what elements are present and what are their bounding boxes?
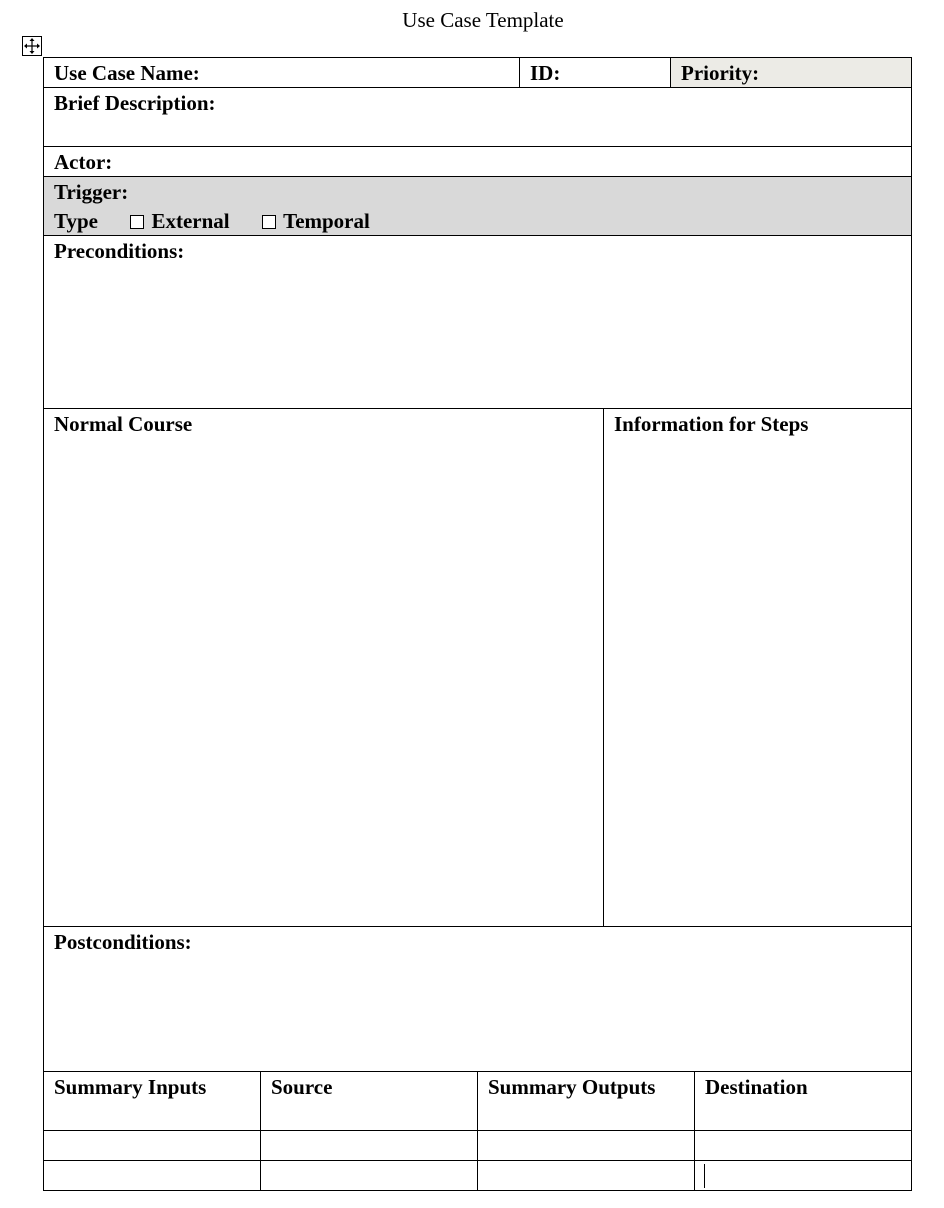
grid-line <box>43 57 44 1191</box>
grid-line <box>911 57 912 1191</box>
external-option[interactable] <box>130 209 229 233</box>
grid-line <box>519 57 520 88</box>
destination-header: Destination <box>705 1075 808 1099</box>
brief-description-label: Brief Description: <box>54 91 216 115</box>
summary-row-1-outputs-cell[interactable] <box>477 1131 694 1160</box>
summary-row-2-outputs-cell[interactable] <box>477 1161 694 1190</box>
summary-row-1-inputs-cell[interactable] <box>43 1131 260 1160</box>
source-header: Source <box>271 1075 333 1099</box>
temporal-option[interactable] <box>262 209 370 233</box>
priority-label: Priority: <box>681 61 760 85</box>
summary-inputs-header: Summary Inputs <box>54 1075 207 1099</box>
external-option-label: External <box>151 209 230 233</box>
trigger-label: Trigger: <box>54 180 129 204</box>
text-cursor <box>704 1164 705 1188</box>
grid-line <box>477 1071 478 1191</box>
grid-line <box>694 1071 695 1191</box>
preconditions-label: Preconditions: <box>54 239 185 263</box>
trigger-type-row <box>43 207 370 235</box>
grid-line <box>43 146 912 147</box>
grid-line <box>260 1071 261 1191</box>
grid-line <box>43 87 912 88</box>
summary-row-2-source-cell[interactable] <box>260 1161 477 1190</box>
temporal-option-label: Temporal <box>283 209 370 233</box>
id-label: ID: <box>530 61 561 85</box>
document-title: Use Case Template <box>402 8 564 32</box>
grid-line <box>43 926 912 927</box>
grid-line <box>43 176 912 177</box>
trigger-type-label: Type <box>54 209 98 233</box>
summary-row-1-destination-cell[interactable] <box>694 1131 911 1160</box>
summary-row-2-destination-cell[interactable] <box>694 1161 911 1190</box>
postconditions-label: Postconditions: <box>54 930 192 954</box>
grid-line <box>603 408 604 927</box>
grid-line <box>43 408 912 409</box>
temporal-checkbox[interactable] <box>262 215 276 229</box>
use-case-name-label: Use Case Name: <box>54 61 200 85</box>
normal-course-label: Normal Course <box>54 412 193 436</box>
table-move-handle-icon[interactable] <box>22 36 42 56</box>
summary-row-1-source-cell[interactable] <box>260 1131 477 1160</box>
information-for-steps-label: Information for Steps <box>614 412 809 436</box>
grid-line <box>670 57 671 88</box>
grid-line <box>43 235 912 236</box>
grid-line <box>43 57 912 58</box>
summary-row-2-inputs-cell[interactable] <box>43 1161 260 1190</box>
actor-label: Actor: <box>54 150 113 174</box>
external-checkbox[interactable] <box>130 215 144 229</box>
summary-outputs-header: Summary Outputs <box>488 1075 656 1099</box>
